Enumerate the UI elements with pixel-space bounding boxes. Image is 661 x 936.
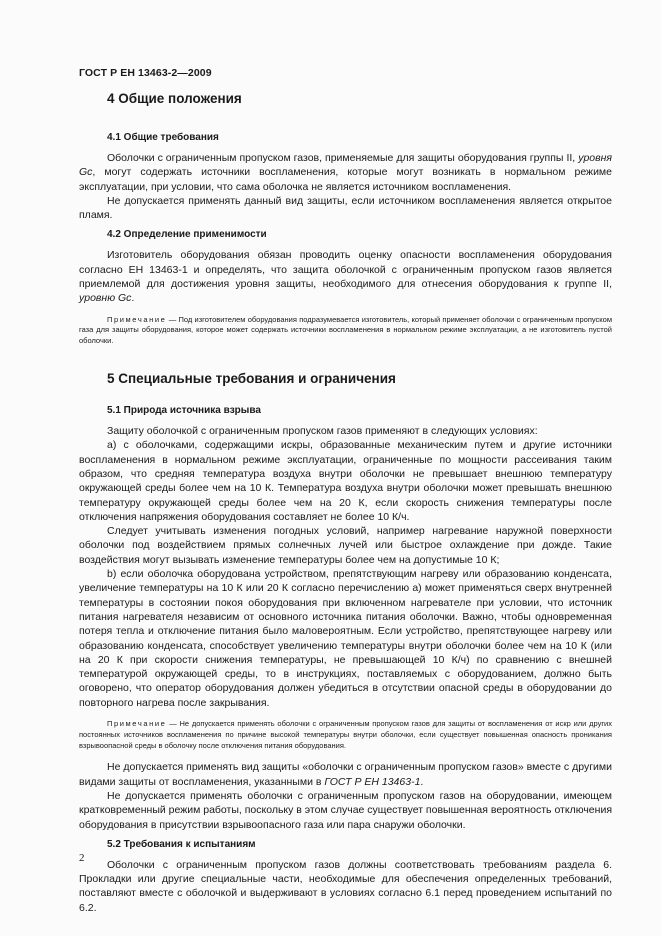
section-5-2-paragraph-1: Оболочки с ограниченным пропуском газов должны соответствовать требованиям раздела 6. Прокладки или другие специальные части, необходимые для обеспечения определенных требований, поставляют вместе с оболочкой и выдерживают в условиях согласно 6.1 перед проведением испытаний по 6.2. (79, 858, 612, 914)
section-4-2-note: Примечание — Под изготовителем оборудования подразумевается изготовитель, который применяет оболочки с ограниченным пропуском газа для защиты оборудования, которое может содержать источники воспламенения в нормальном режиме эксплуатации, а не изготовитель пустой оболочки. (79, 314, 612, 346)
section-4-1-title: 4.1 Общие требования (107, 132, 219, 143)
section-5-title: 5 Специальные требования и ограничения (107, 371, 396, 387)
section-4-1-paragraph-1: Оболочки с ограниченным пропуском газов, применяемые для защиты оборудования группы II, уровня Gc, могут содержать источники воспламенения, которые могут возникать в нормальном режиме эксплуатации, при условии, что сама оболочка не является источником воспламенения. (79, 152, 612, 193)
section-4-1-paragraph-2: Не допускается применять данный вид защиты, если источником воспламенения является открытое пламя. (79, 194, 612, 222)
section-5-1-note: Примечание — Не допускается применять оболочки с ограниченным пропуском газов для защиты от воспламенения от искр или других постоянных источников воспламенения по причине высокой температуры внутри оболочки, если существует повышенная опасность проникания взрывоопасной среды в оболочку после отключения питания оборудования. (79, 719, 612, 750)
section-5-1-paragraph-3: Следует учитывать изменения погодных условий, например нагревание наружной поверхности оболочки под воздействием прямых солнечных лучей или быстрое охлаждение при дожде. Такие воздействия могут вызывать изменение температуры более чем на допустимые 10 К; (79, 525, 612, 566)
document-code-header: ГОСТ Р ЕН 13463-2—2009 (79, 67, 212, 79)
section-4-title: 4 Общие положения (107, 91, 242, 106)
section-5-1-title: 5.1 Природа источника взрыва (107, 405, 261, 417)
section-4-2-paragraph-1: Изготовитель оборудования обязан проводить оценку опасности воспламенения оборудования согласно ЕН 13463-1 и определять, что защита оболочкой с ограниченным пропуском газов является приемлемой для достижения уровня защиты, необходимого для отнесения оборудования к группе II, уровню Gc. (79, 249, 612, 305)
page-number: 2 (79, 852, 85, 864)
section-5-1-item-b: b) если оболочка оборудована устройством, препятствующим нагреву или образованию конденсата, увеличение температуры на 10 К или 20 К согласно перечислению а) может применяться сверх внутренней температуры в состоянии покоя оборудования при включенном нагревателе при условии, что источник питания нагревателя независим от основного источника питания оболочки. Важно, чтобы одновременная потеря тепла и отключение питания было маловероятным. Если устройство, препятствующее нагреву или образованию конденсата, способствует увеличению температуры внутри оболочки более чем на 10 К (или на 20 К при скорости снижения температуры, не превышающей 10 К/ч) по сравнению с внешней температурой окружающей среды, то в инструкциях, поставляемых с оборудованием, должно быть оговорено, что оператор оборудования должен убедиться в отсутствии опасной среды в оборудовании до повторного нагрева после закрывания. (79, 568, 612, 709)
section-5-2-title: 5.2 Требования к испытаниям (107, 838, 256, 850)
section-5-1-paragraph-5: Не допускается применять вид защиты «оболочки с ограниченным пропуском газов» вместе с другими видами защиты от воспламенения, указанными в ГОСТ Р ЕН 13463-1. (79, 761, 612, 788)
section-5-1-paragraph-6: Не допускается применять оболочки с ограниченным пропуском газов на оборудовании, имеющем кратковременный режим работы, поскольку в этом случае существует повышенная вероятность отключения оборудования в присутствии взрывоопасного газа или пара снаружи оболочки. (79, 789, 612, 831)
section-5-1-paragraph-1: Защиту оболочкой с ограниченным пропуском газов применяют в следующих условиях: (107, 425, 538, 438)
section-4-2-title: 4.2 Определение применимости (107, 229, 267, 241)
section-5-1-item-a: а) с оболочками, содержащими искры, образованные механическим путем и другие источники воспламенения в нормальном режиме эксплуатации, ограниченные по мощности рассеивания таким образом, что средняя температура воздуха внутри оболочки не превышает внешнюю температуру окружающей среды более чем на 10 К. Температура воздуха внутри оболочки может превышать внешнюю температуру окружающей среды более чем на 20 К, если скорость снижения температуры после отключения напряжения оборудования составляет не более 10 К/ч. (79, 439, 612, 523)
document-body (79, 90, 612, 915)
